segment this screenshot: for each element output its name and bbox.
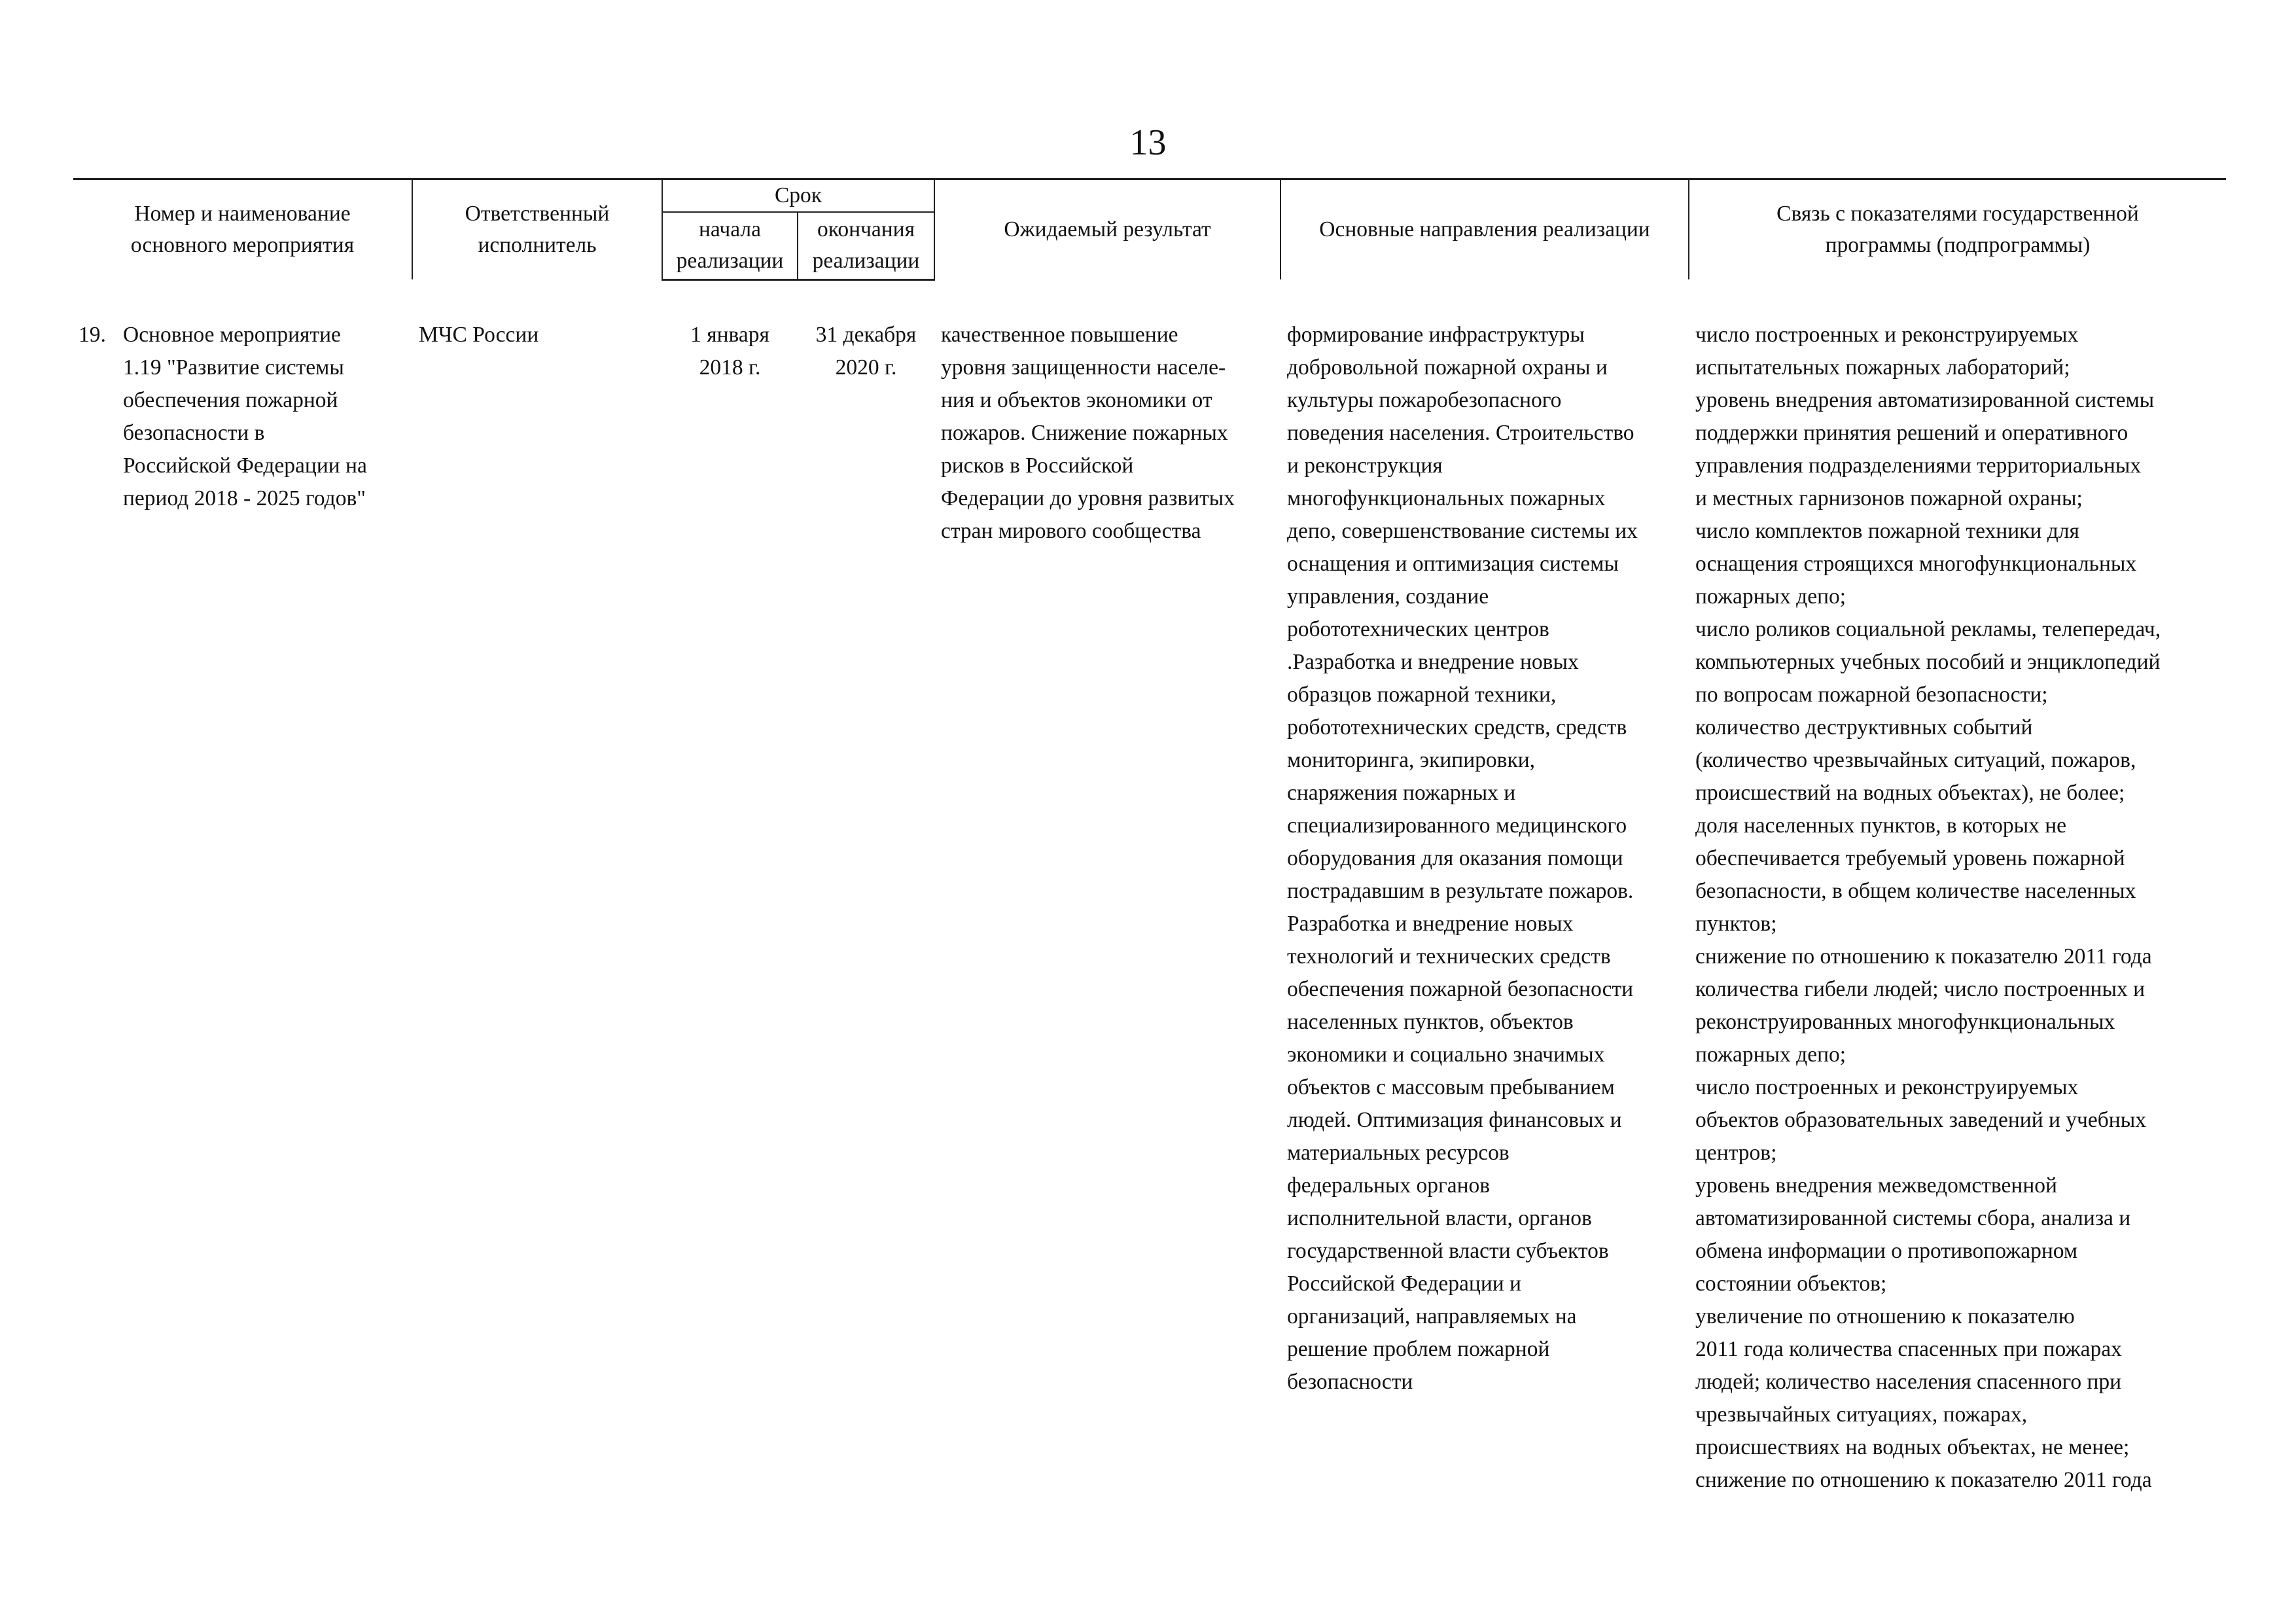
header-term-end: окончания реализации xyxy=(798,212,934,279)
cell-start-date: 1 января 2018 г. xyxy=(690,322,769,380)
cell-activity xyxy=(73,319,412,1497)
cell-expected-result: качественное повышение уровня защищенности населе- ния и объектов экономики от пожаров. Снижение пожарных рисков в Российской Федерации до уровня развитых стран мирового сообщества xyxy=(941,322,1235,543)
page-number: 13 xyxy=(1129,122,1167,163)
header-activity-name: Номер и наименование основного мероприятия xyxy=(73,179,412,280)
cell-indicators: число построенных и реконструируемых испытательных пожарных лабораторий; уровень внедрения автоматизированной системы поддержки принятия решений и оперативного управления подразделениями территориальных и местных гарнизонов пожарной охраны; число комплектов пожарной техники для оснащения строящихся многофункциональных пожарных депо; число роликов социальной рекламы, телепередач, компьютерных учебных пособий и энциклопедий по вопросам пожарной безопасности; количество деструктивных событий (количество чрезвычайных ситуаций, пожаров, происшествий на водных объектах), не более; доля населенных пунктов, в которых не обеспечивается требуемый уровень пожарной безопасности, в общем количестве населенных пунктов; снижение по отношению к показателю 2011 года количества гибели людей; число построенных и реконструированных многофункциональных пожарных депо; число построенных и реконструируемых объектов образовательных заведений и учебных центров; уровень внедрения межведомственной автоматизированной системы сбора, анализа и обмена информации о противопожарном состоянии объектов; увеличение по отношению к показателю 2011 года количества спасенных при пожарах людей; количество населения спасенного при чрезвычайных ситуациях, пожарах, происшествиях на водных объектах, не менее; снижение по отношению к показателю 2011 года xyxy=(1695,322,2161,1492)
cell-end-date: 31 декабря 2020 г. xyxy=(815,322,917,380)
table-row xyxy=(73,319,2226,1497)
table-header xyxy=(73,179,2226,280)
activity-name: Основное мероприятие 1.19 "Развитие системы обеспечения пожарной безопасности в Российской Федерации на период 2018 - 2025 годов" xyxy=(123,322,367,510)
header-term: Срок xyxy=(662,179,934,213)
row-number: 19. xyxy=(79,322,106,347)
cell-directions: формирование инфраструктуры добровольной пожарной охраны и культуры пожаробезопасного поведения населения. Строительство и реконструкция многофункциональных пожарных депо, совершенствование системы их оснащения и оптимизация системы управления, создание робототехнических центров .Разработка и внедрение новых образцов пожарной техники, робототехнических средств, средств мониторинга, экипировки, снаряжения пожарных и специализированного медицинского оборудования для оказания помощи пострадавшим в результате пожаров. Разработка и внедрение новых технологий и технических средств обеспечения пожарной безопасности населенных пунктов, объектов экономики и социально значимых объектов с массовым пребыванием людей. Оптимизация финансовых и материальных ресурсов федеральных органов исполнительной власти, органов государственной власти субъектов Российской Федерации и организаций, направляемых на решение проблем пожарной безопасности xyxy=(1287,322,1638,1394)
cell-executor: МЧС России xyxy=(419,322,539,347)
header-expected-result: Ожидаемый результат xyxy=(934,179,1280,280)
header-indicators: Связь с показателями государственной программы (подпрограммы) xyxy=(1689,179,2226,280)
program-activities-table xyxy=(73,178,2226,1497)
header-term-start: начала реализации xyxy=(662,212,798,279)
header-executor: Ответственный исполнитель xyxy=(412,179,662,280)
header-directions: Основные направления реализации xyxy=(1280,179,1689,280)
